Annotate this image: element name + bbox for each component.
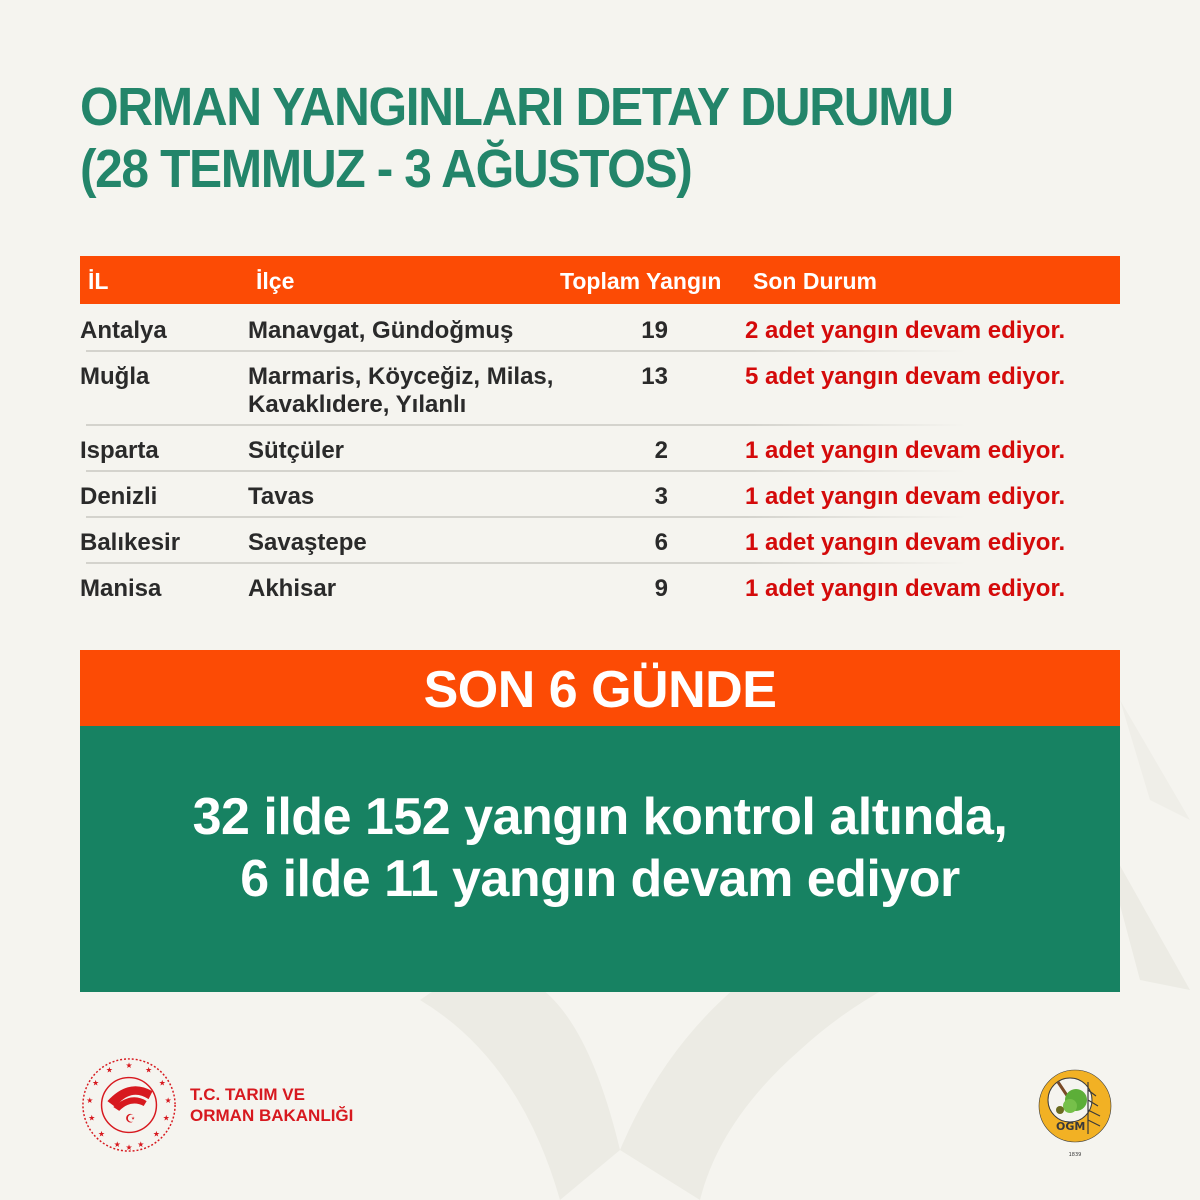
cell-ilce: Manavgat, Gündoğmuş [248,317,514,344]
cell-il: Antalya [80,317,167,344]
ministry-logo [80,1056,353,1154]
svg-text:★: ★ [98,1129,106,1139]
cell-ilce: Tavas [248,483,315,510]
svg-text:★: ★ [92,1078,100,1088]
svg-text:★: ★ [125,1143,133,1153]
svg-text:★: ★ [162,1113,170,1123]
table-row [80,564,1120,610]
svg-text:★: ★ [137,1140,145,1150]
cell-total: 3 [654,483,668,510]
cell-total: 6 [654,529,668,556]
title-line-2: (28 TEMMUZ - 3 AĞUSTOS) [80,139,692,199]
ministry-line-2: ORMAN BAKANLIĞI [190,1106,354,1125]
cell-total: 2 [654,437,668,464]
cell-il: Balıkesir [80,529,181,556]
cell-ilce: Marmaris, Köyceğiz, Milas, [248,363,554,390]
cell-status: 1 adet yangın devam ediyor. [745,437,1066,464]
table-header [80,256,1120,304]
header-total: Toplam Yangın [560,268,722,294]
cell-ilce-line2: Kavaklıdere, Yılanlı [248,391,467,418]
cell-status: 5 adet yangın devam ediyor. [745,363,1066,390]
svg-text:★: ★ [145,1065,153,1075]
cell-ilce: Savaştepe [248,529,367,556]
table-row [80,352,1120,426]
svg-text:★: ★ [158,1078,166,1088]
cell-il: Manisa [80,575,162,602]
cell-il: Denizli [80,483,158,510]
table-row [80,304,1120,352]
ministry-name [190,1084,353,1126]
page-title [80,76,953,200]
header-status: Son Durum [753,268,877,294]
svg-text:★: ★ [86,1096,94,1106]
summary-panel [80,726,1120,992]
cell-status: 1 adet yangın devam ediyor. [745,483,1066,510]
cell-status: 1 adet yangın devam ediyor. [745,529,1066,556]
cell-total: 19 [641,317,668,344]
ministry-line-1: T.C. TARIM VE [190,1085,305,1104]
cell-status: 2 adet yangın devam ediyor. [745,317,1066,344]
cell-total: 13 [641,363,668,390]
svg-text:☪: ☪ [125,1111,136,1126]
table-row [80,426,1120,472]
summary-line-2: 6 ilde 11 yangın devam ediyor [240,850,960,908]
summary-heading: SON 6 GÜNDE [80,650,1120,726]
svg-text:★: ★ [88,1113,96,1123]
header-il: İL [88,268,109,294]
header-ilce: İlçe [256,268,295,294]
svg-text:★: ★ [152,1129,160,1139]
table-row [80,518,1120,564]
cell-total: 9 [654,575,668,602]
cell-il: Muğla [80,363,150,390]
title-line-1: ORMAN YANGINLARI DETAY DURUMU [80,77,953,137]
ogm-logo-icon [1030,1060,1120,1160]
svg-text:★: ★ [164,1096,172,1106]
fire-status-table [80,256,1120,610]
cell-ilce: Akhisar [248,575,337,602]
svg-text:★: ★ [105,1065,113,1075]
ministry-emblem-icon [80,1056,178,1154]
svg-text:★: ★ [125,1060,133,1070]
ogm-abbr: OGM [1056,1120,1086,1133]
summary-line-1: 32 ilde 152 yangın kontrol altında, [192,788,1008,846]
cell-status: 1 adet yangın devam ediyor. [745,575,1066,602]
cell-ilce: Sütçüler [248,437,345,464]
svg-text:★: ★ [113,1140,121,1150]
ogm-year: 1839 [1068,1152,1082,1158]
cell-il: Isparta [80,437,159,464]
table-row [80,472,1120,518]
